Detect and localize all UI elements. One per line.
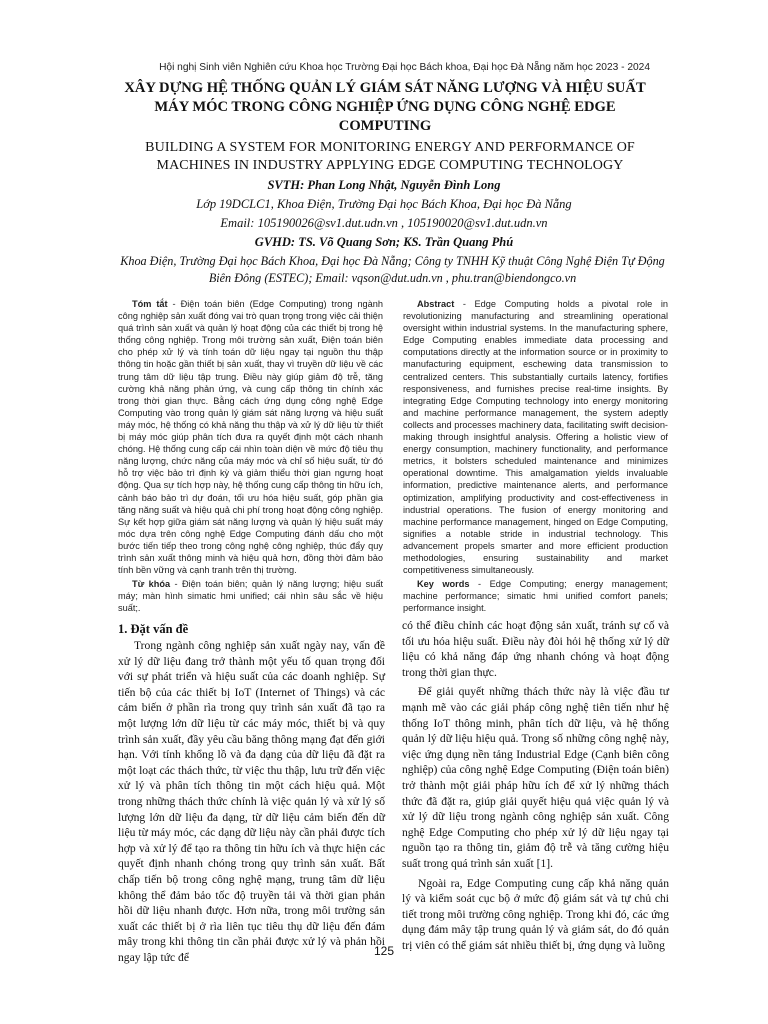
abstract-vi-text: - Điện toán biên (Edge Computing) trong ngành công nghiệp sản xuất đóng vai trò quan trọng trong việc cải thiện quá trình sản xuất và quản lý hoạt động của các thiết bị trong hệ thống công nghiệp. Trong môi trường sản xuất, Điện toán biên cho phép xử lý và tính toán dữ liệu ngay tại nguồn thu thập thông tin hoặc gần thiết bị sản xuất, thay vì truyền dữ liệu về các trung tâm dữ liệu tập trung. Điều này giúp giảm độ trễ, tăng cường khả năng phản ứng, và cung cấp thông tin chính xác trong thời gian thực. Bằng cách ứng dụng công nghệ Edge Computing vào trong quản lý giám sát năng lượng và hiệu suất máy móc, hệ thống có khả năng thu thập và xử lý dữ liệu từ thiết bị máy móc giúp phân tích đưa ra quyết định một cách nhanh chóng. Hệ thống cung cấp cái nhìn toàn diện về mức độ tiêu thụ năng lượng, chức năng của máy móc và chỉ số hiệu suất, từ đó hỗ trợ việc bảo trì định kỳ và giảm thiểu thời gian ngưng hoạt động. Qua sự tích hợp này, hệ thống cung cấp thông tin hữu ích, cảnh báo bảo trì dự đoán, tối ưu hóa hiệu suất, góp phần gia tăng năng suất và hiệu quả chi phí trong hoạt động công nghiệp. Sự kết hợp giữa giám sát năng lượng và quản lý hiệu suất máy móc dựa trên công nghệ Edge Computing đánh dấu cho một bước tiến tiếp theo trong công nghệ công nghiệp, thúc đẩy quy trình sản xuất thông minh và hiệu quả hơn, đồng thời đảm bảo tính bền vững và cạnh tranh trên thị trường.: [118, 299, 383, 576]
body-paragraph: Để giải quyết những thách thức này là việc đầu tư mạnh mẽ vào các giải pháp công nghệ tiên tiến như hệ thống IoT thông minh, phân tích dữ liệu, và hệ thống quản lý dữ liệu hiệu quả. Trong số những công nghệ này, việc ứng dụng nền tảng Industrial Edge (Cạnh biên công nghiệp) của công nghệ Edge Computing (Điện toán biên) trở thành một giải pháp hữu ích để xử lý những thách thức đã đặt ra, giúp giải quyết hiệu quả việc quản lý và xử lý dữ liệu trong ngành công nghiệp sản xuất. Công nghệ Edge Computing cho phép xử lý dữ liệu ngay tại nguồn tạo ra thông tin, giảm độ trễ và tăng cường hiệu suất trong quá trình sản xuất [1].: [402, 685, 669, 870]
abstract-en-label: Abstract: [417, 299, 455, 309]
title-vietnamese: XÂY DỰNG HỆ THỐNG QUẢN LÝ GIÁM SÁT NĂNG LƯỢNG VÀ HIỆU SUẤT MÁY MÓC TRONG CÔNG NGHIỆP ỨNG DỤNG CÔNG NGHỆ EDGE COMPUTING: [124, 80, 646, 134]
section-heading: 1. Đặt vấn đề: [118, 622, 189, 636]
abstract-vietnamese: [118, 298, 383, 614]
student-authors: SVTH: Phan Long Nhật, Nguyễn Đình Long: [267, 178, 501, 192]
keywords-vi-paragraph: [118, 578, 383, 614]
keywords-vi-text: - Điện toán biên; quản lý năng lượng; hiệu suất máy; màn hình simatic hmi unified; cái nhìn sâu sắc về hiệu suất;.: [118, 579, 383, 614]
abstract-en-text: - Edge Computing holds a pivotal role in revolutionizing manufacturing and streamlining operational oversight within industrial systems. In the manufacturing sphere, Edge Computing enables immediate data processing and computations directly at the information source or in proximity to manufacturing equipment, eschewing data transmission to centralized centers. This substantially curtails latency, fortifies responsiveness, and furnishes precise real-time insights. By integrating Edge Computing technology into energy monitoring and machine performance management, the system adeptly collects and processes machinery data, facilitating swift decision-making through insightful analysis. Offering a holistic view of energy consumption, machinery functionality, and performance metrics, it bolsters scheduled maintenance and minimizes operational downtime. This amalgamation yields invaluable information, predictive maintenance alerts, and performance optimization, amplifying productivity and cost-effectiveness in industrial operations. The fusion of energy monitoring and machine performance management, hinged on Edge Computing, signifies a notable stride in industrial technology. This advancement propels smarter and more efficient production methodologies, ensuring sustainability and market competitiveness simultaneously.: [403, 299, 668, 576]
body-column-left: [118, 638, 385, 965]
abstract-en-paragraph: [403, 298, 668, 576]
body-paragraph-continued: có thể điều chỉnh các hoạt động sản xuất, tránh sự cố và tối ưu hóa hiệu suất. Điều này đòi hỏi hệ thống xử lý dữ liệu có khả năng đáp ứng nhanh chóng và hoạt động trong thời gian thực.: [402, 619, 669, 679]
page-number: 125: [373, 944, 395, 958]
advisor-affiliation: Khoa Điện, Trường Đại học Bách Khoa, Đại học Đà Nẵng; Công ty TNHH Kỹ thuật Công Nghệ Điện Tự Động Biên Đông (ESTEC); Email: vqson@dut.udn.vn , phu.tran@biendongco.vn: [120, 254, 665, 285]
running-head: Hội nghị Sinh viên Nghiên cứu Khoa học Trường Đại học Bách khoa, Đại học Đà Nẵng năm học 2023 - 2024: [159, 62, 650, 73]
body-column-right: [402, 618, 669, 953]
advisors: GVHD: TS. Võ Quang Sơn; KS. Trần Quang Phú: [254, 235, 514, 249]
student-class: Lớp 19DCLC1, Khoa Điện, Trường Đại học Bách Khoa, Đại học Đà Nẵng: [196, 197, 572, 211]
keywords-en-label: Key words: [417, 579, 470, 590]
body-paragraph: Trong ngành công nghiệp sản xuất ngày nay, vấn đề xử lý dữ liệu đang trở thành một yếu tố quan trọng đối với sự phát triển và hiệu suất của các doanh nghiệp. Sự tiến bộ của các thiết bị IoT (Internet of Things) và các cảm biến ở phần rìa trong quy trình sản xuất đã tạo ra một lượng lớn dữ liệu từ các máy móc, thiết bị và quy trình sản xuất, đầy yêu cầu băng thông mạng đạt đến giới hạn. Với tính khổng lồ và đa dạng của dữ liệu đã đặt ra một loạt các thách thức, từ việc thu thập, lưu trữ đến việc xử lý và phân tích thông tin một cách hiệu quả. Một trong những thách thức chính là việc quản lý và xử lý số lượng lớn dữ liệu đa dạng, từ dữ liệu cảm biến đến dữ liệu từ máy móc, các dạng dữ liệu này cần phải được tích hợp và xử lý để tạo ra thông tin hữu ích và thực hiện các quyết định nhanh chóng trong quy trình sản xuất. Bất chấp tiến bộ trong công nghệ mạng, trung tâm dữ liệu không thể đảm bảo tốc độ truyền tải và thời gian phản hồi dữ liệu nhanh được. Hơn nữa, trong môi trường sản xuất các thiết bị ở rìa liên tục tiêu thụ dữ liệu đến đám mây trong khi thông tin cần phải được xử lý và phản hồi ngay lập tức để: [118, 639, 385, 964]
body-paragraph: Ngoài ra, Edge Computing cung cấp khả năng quản lý và kiểm soát cục bộ ở mức độ giám sát và tự chủ chi tiết trong môi trường công nghiệp. Trong khi đó, các ứng dụng đám mây tập trung quản lý và giám sát, do đó quản trị viên có thể giám sát nhiều thiết bị, ứng dụng và luồng: [402, 876, 669, 952]
abstract-vi-label: Tóm tắt: [132, 299, 168, 309]
keywords-en-text: - Edge Computing; energy management; machine performance; simatic hmi unified comfort panels; performance insight.: [403, 579, 668, 614]
title-english: BUILDING A SYSTEM FOR MONITORING ENERGY AND PERFORMANCE OF MACHINES IN INDUSTRY APPLYING EDGE COMPUTING TECHNOLOGY: [145, 140, 635, 173]
keywords-en-paragraph: [403, 578, 668, 614]
abstract-vi-paragraph: [118, 298, 383, 576]
abstract-english: [403, 298, 668, 614]
keywords-vi-label: Từ khóa: [132, 579, 171, 590]
student-emails: Email: 105190026@sv1.dut.udn.vn , 105190020@sv1.dut.udn.vn: [220, 216, 548, 230]
